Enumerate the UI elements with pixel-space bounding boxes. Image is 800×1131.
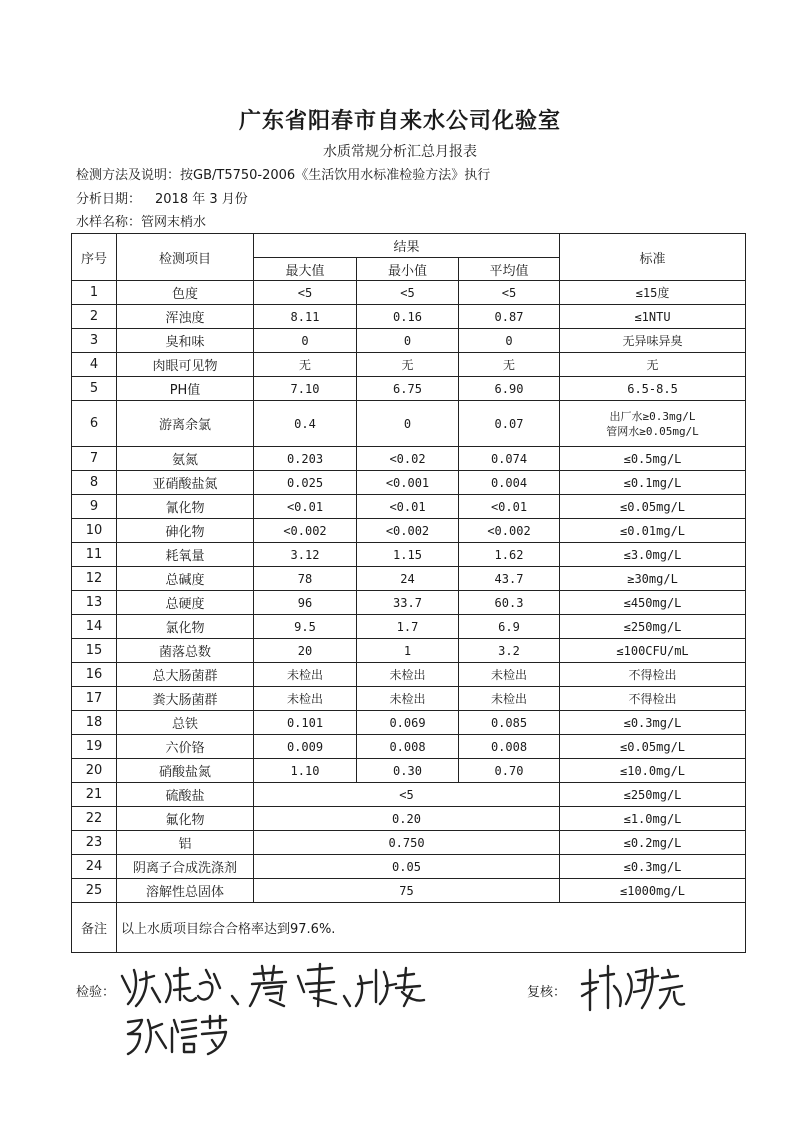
note-text: 以上水质项目综合合格率达到97.6%.: [117, 903, 746, 953]
row-index: 20: [72, 759, 117, 783]
row-min: 0: [357, 329, 459, 353]
row-min: <5: [357, 281, 459, 305]
row-standard: ≤1.0mg/L: [560, 807, 746, 831]
row-min: 1: [357, 639, 459, 663]
date-line: [76, 188, 248, 207]
row-max: 未检出: [254, 663, 357, 687]
row-max: 8.11: [254, 305, 357, 329]
row-min: 无: [357, 353, 459, 377]
row-index: 23: [72, 831, 117, 855]
row-avg: 6.9: [459, 615, 560, 639]
row-max: 20: [254, 639, 357, 663]
row-avg: 0.87: [459, 305, 560, 329]
row-min: 未检出: [357, 687, 459, 711]
water-quality-table: [71, 233, 746, 953]
row-avg: 未检出: [459, 663, 560, 687]
row-standard: 无异味异臭: [560, 329, 746, 353]
document-subtitle: 水质常规分析汇总月报表: [323, 144, 477, 160]
row-standard: ≤0.3mg/L: [560, 711, 746, 735]
row-standard: ≤450mg/L: [560, 591, 746, 615]
header-max: 最大值: [254, 258, 357, 281]
row-item: 亚硝酸盐氮: [117, 471, 254, 495]
inspect-label: 检验：: [76, 985, 116, 1000]
row-item: 肉眼可见物: [117, 353, 254, 377]
row-max: 3.12: [254, 543, 357, 567]
row-standard: [560, 401, 746, 447]
inspector-signature-line1: [114, 962, 434, 1010]
table-row: [72, 567, 746, 591]
row-standard: 无: [560, 353, 746, 377]
row-item: 粪大肠菌群: [117, 687, 254, 711]
row-item: 总大肠菌群: [117, 663, 254, 687]
row-item: 氯化物: [117, 615, 254, 639]
row-max: <5: [254, 281, 357, 305]
reviewer-signature: [578, 962, 688, 1014]
row-max: 0.101: [254, 711, 357, 735]
row-index: 14: [72, 615, 117, 639]
row-index: 6: [72, 401, 117, 447]
row-standard: ≥30mg/L: [560, 567, 746, 591]
table-row: [72, 305, 746, 329]
table-row: [72, 639, 746, 663]
row-min: 0: [357, 401, 459, 447]
row-index: 24: [72, 855, 117, 879]
table-row: [72, 807, 746, 831]
method-label: 检测方法及说明：: [76, 168, 181, 183]
row-avg: 0.074: [459, 447, 560, 471]
row-min: 0.008: [357, 735, 459, 759]
row-standard: ≤250mg/L: [560, 783, 746, 807]
row-value: 0.20: [254, 807, 560, 831]
row-item: 溶解性总固体: [117, 879, 254, 903]
row-index: 16: [72, 663, 117, 687]
row-min: 33.7: [357, 591, 459, 615]
row-max: 无: [254, 353, 357, 377]
row-max: 未检出: [254, 687, 357, 711]
table-row: [72, 831, 746, 855]
row-item: 臭和味: [117, 329, 254, 353]
header-item: 检测项目: [117, 234, 254, 281]
row-avg: 60.3: [459, 591, 560, 615]
table-row: [72, 401, 746, 447]
row-standard: 不得检出: [560, 663, 746, 687]
row-index: 25: [72, 879, 117, 903]
row-item: 总铁: [117, 711, 254, 735]
row-avg: 1.62: [459, 543, 560, 567]
row-standard: 不得检出: [560, 687, 746, 711]
table-row: [72, 663, 746, 687]
row-item: 铝: [117, 831, 254, 855]
row-item: 氟化物: [117, 807, 254, 831]
row-max: 96: [254, 591, 357, 615]
note-label: 备注: [72, 903, 117, 953]
row-index: 15: [72, 639, 117, 663]
row-index: 19: [72, 735, 117, 759]
row-value: <5: [254, 783, 560, 807]
table-row: [72, 353, 746, 377]
row-avg: 0.004: [459, 471, 560, 495]
row-index: 12: [72, 567, 117, 591]
row-max: 0.4: [254, 401, 357, 447]
table-row: [72, 615, 746, 639]
table-row: [72, 471, 746, 495]
table-row: [72, 329, 746, 353]
row-index: 17: [72, 687, 117, 711]
row-item: 氰化物: [117, 495, 254, 519]
row-index: 3: [72, 329, 117, 353]
row-avg: 0: [459, 329, 560, 353]
row-standard: 6.5-8.5: [560, 377, 746, 401]
row-item: 阴离子合成洗涤剂: [117, 855, 254, 879]
row-max: 78: [254, 567, 357, 591]
row-max: 0.025: [254, 471, 357, 495]
table-row: [72, 447, 746, 471]
row-index: 10: [72, 519, 117, 543]
document-title: 广东省阳春市自来水公司化验室: [238, 108, 561, 134]
row-index: 8: [72, 471, 117, 495]
row-avg: <5: [459, 281, 560, 305]
row-min: <0.01: [357, 495, 459, 519]
row-min: <0.002: [357, 519, 459, 543]
row-index: 5: [72, 377, 117, 401]
row-min: 6.75: [357, 377, 459, 401]
review-label: 复核：: [527, 985, 567, 1000]
row-max: 7.10: [254, 377, 357, 401]
table-row: [72, 735, 746, 759]
row-standard: ≤250mg/L: [560, 615, 746, 639]
row-avg: 0.07: [459, 401, 560, 447]
row-item: 硝酸盐氮: [117, 759, 254, 783]
row-standard: ≤1000mg/L: [560, 879, 746, 903]
header-avg: 平均值: [459, 258, 560, 281]
row-item: 氨氮: [117, 447, 254, 471]
row-min: 0.16: [357, 305, 459, 329]
sample-line: [76, 211, 206, 230]
row-avg: <0.002: [459, 519, 560, 543]
standard-line: 出厂水≥0.3mg/L: [609, 409, 696, 423]
date-label: 分析日期：: [76, 192, 142, 207]
row-index: 7: [72, 447, 117, 471]
table-row: [72, 687, 746, 711]
row-item: 总硬度: [117, 591, 254, 615]
table-row: [72, 783, 746, 807]
row-min: 0.30: [357, 759, 459, 783]
row-min: 0.069: [357, 711, 459, 735]
row-index: 4: [72, 353, 117, 377]
row-min: 24: [357, 567, 459, 591]
row-value: 0.750: [254, 831, 560, 855]
row-standard: ≤0.05mg/L: [560, 735, 746, 759]
row-index: 9: [72, 495, 117, 519]
row-avg: 3.2: [459, 639, 560, 663]
row-item: 游离余氯: [117, 401, 254, 447]
row-item: PH值: [117, 377, 254, 401]
row-max: 0.009: [254, 735, 357, 759]
row-standard: ≤0.5mg/L: [560, 447, 746, 471]
row-avg: 43.7: [459, 567, 560, 591]
row-min: 1.7: [357, 615, 459, 639]
row-avg: 6.90: [459, 377, 560, 401]
row-avg: 0.008: [459, 735, 560, 759]
row-max: 1.10: [254, 759, 357, 783]
row-item: 耗氧量: [117, 543, 254, 567]
table-row: [72, 519, 746, 543]
row-item: 菌落总数: [117, 639, 254, 663]
row-item: 硫酸盐: [117, 783, 254, 807]
table-row: [72, 855, 746, 879]
table-row: [72, 711, 746, 735]
standard-line: 管网水≥0.05mg/L: [606, 424, 699, 438]
inspector-signature-line2: [122, 1012, 232, 1056]
row-min: 1.15: [357, 543, 459, 567]
row-standard: ≤10.0mg/L: [560, 759, 746, 783]
row-standard: ≤0.1mg/L: [560, 471, 746, 495]
table-row: [72, 543, 746, 567]
header-result: 结果: [254, 234, 560, 258]
header-min: 最小值: [357, 258, 459, 281]
row-item: 总碱度: [117, 567, 254, 591]
row-max: <0.002: [254, 519, 357, 543]
row-index: 2: [72, 305, 117, 329]
row-standard: ≤3.0mg/L: [560, 543, 746, 567]
date-value: 2018 年 3 月份: [155, 192, 248, 207]
row-index: 1: [72, 281, 117, 305]
table-row: [72, 591, 746, 615]
header-index: 序号: [72, 234, 117, 281]
table-row: [72, 377, 746, 401]
header-standard: 标准: [560, 234, 746, 281]
row-max: 0: [254, 329, 357, 353]
table-row: [72, 281, 746, 305]
row-index: 11: [72, 543, 117, 567]
row-standard: ≤0.3mg/L: [560, 855, 746, 879]
row-avg: 未检出: [459, 687, 560, 711]
row-min: 未检出: [357, 663, 459, 687]
method-line: [76, 164, 490, 183]
row-avg: 0.085: [459, 711, 560, 735]
row-standard: ≤0.05mg/L: [560, 495, 746, 519]
row-item: 色度: [117, 281, 254, 305]
row-item: 砷化物: [117, 519, 254, 543]
row-index: 13: [72, 591, 117, 615]
table-row: [72, 759, 746, 783]
sample-value: 管网末梢水: [141, 215, 207, 230]
row-min: <0.02: [357, 447, 459, 471]
method-value: 按GB/T5750-2006《生活饮用水标准检验方法》执行: [180, 168, 491, 183]
row-avg: 无: [459, 353, 560, 377]
row-min: <0.001: [357, 471, 459, 495]
row-index: 18: [72, 711, 117, 735]
row-max: <0.01: [254, 495, 357, 519]
row-max: 9.5: [254, 615, 357, 639]
row-value: 75: [254, 879, 560, 903]
note-row: [72, 903, 746, 953]
row-standard: ≤0.01mg/L: [560, 519, 746, 543]
row-standard: ≤0.2mg/L: [560, 831, 746, 855]
row-item: 六价铬: [117, 735, 254, 759]
row-max: 0.203: [254, 447, 357, 471]
row-standard: ≤1NTU: [560, 305, 746, 329]
row-standard: ≤15度: [560, 281, 746, 305]
row-value: 0.05: [254, 855, 560, 879]
row-standard: ≤100CFU/mL: [560, 639, 746, 663]
row-index: 21: [72, 783, 117, 807]
row-item: 浑浊度: [117, 305, 254, 329]
row-avg: <0.01: [459, 495, 560, 519]
table-row: [72, 879, 746, 903]
row-index: 22: [72, 807, 117, 831]
sample-label: 水样名称：: [76, 215, 142, 230]
table-row: [72, 495, 746, 519]
row-avg: 0.70: [459, 759, 560, 783]
